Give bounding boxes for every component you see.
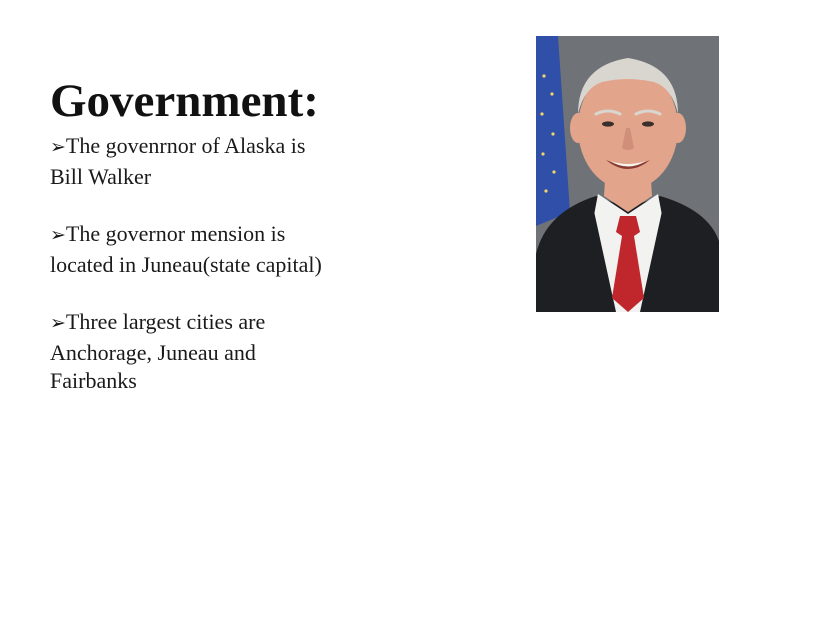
bullet-arrow-icon: ➢ bbox=[50, 225, 66, 246]
bullet-item bbox=[50, 220, 325, 279]
right-eye bbox=[642, 121, 654, 126]
bullet-arrow-icon: ➢ bbox=[50, 137, 66, 158]
left-eye bbox=[602, 121, 614, 126]
bullet-text: The govenrnor of Alaska is Bill Walker bbox=[50, 133, 306, 189]
bullet-text: The governor mension is located in Juneau(state capital) bbox=[50, 221, 322, 277]
bullet-text: Three largest cities are Anchorage, Juneau and Fairbanks bbox=[50, 309, 266, 393]
bullet-list bbox=[50, 132, 325, 425]
slide-title: Government: bbox=[50, 75, 319, 127]
governor-photo bbox=[536, 36, 719, 312]
bullet-item bbox=[50, 308, 325, 396]
portrait-illustration bbox=[536, 36, 719, 312]
bullet-item bbox=[50, 132, 325, 191]
bullet-arrow-icon: ➢ bbox=[50, 313, 66, 334]
